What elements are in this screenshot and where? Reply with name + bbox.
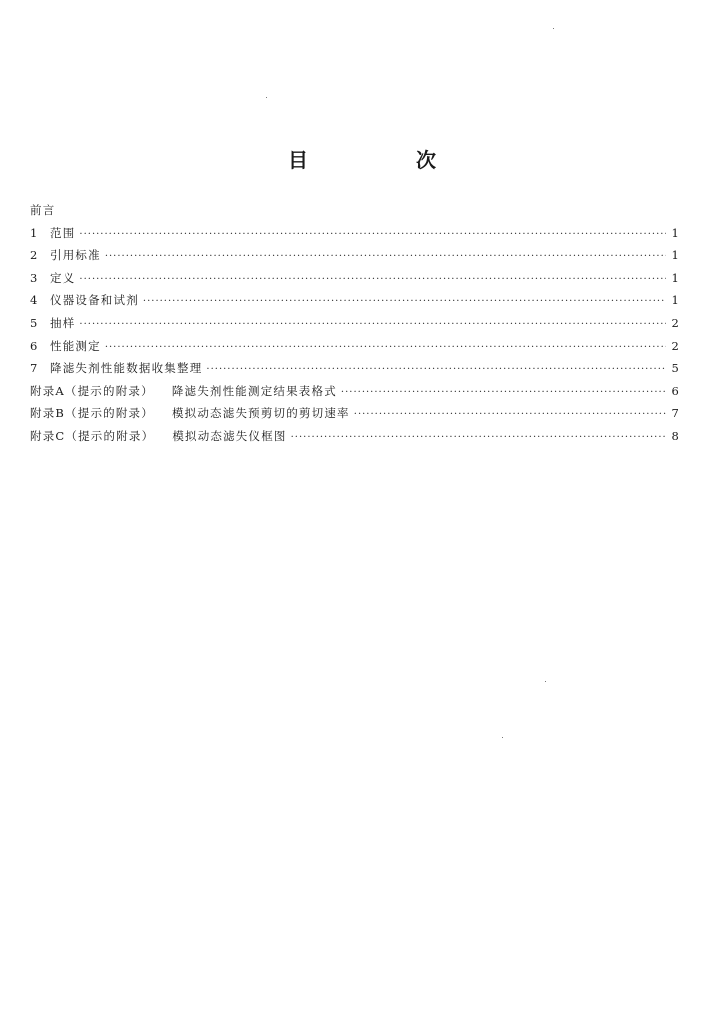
toc-entry-number: 1 — [30, 225, 39, 240]
toc-entry-1 — [30, 225, 680, 248]
toc-title: 目 次 — [288, 148, 480, 172]
toc-entry-number: 4 — [30, 293, 39, 308]
scan-speck — [553, 28, 554, 29]
toc-entry-2 — [30, 247, 680, 270]
toc-appendix-label: 模拟动态滤失预剪切的剪切速率 — [171, 406, 350, 421]
toc-entry-number: 2 — [30, 248, 39, 263]
toc-appendix-c — [30, 428, 680, 451]
toc-entry-label: 降滤失剂性能数据收集整理 — [50, 361, 203, 376]
toc-entry-number: 5 — [30, 315, 39, 330]
toc-appendix-label: 降滤失剂性能测定结果表格式 — [171, 383, 337, 398]
toc-list — [30, 202, 680, 451]
scan-speck — [545, 681, 546, 682]
scan-speck — [266, 97, 267, 98]
toc-entry-page: 1 — [671, 225, 680, 240]
toc-leader-dots — [206, 364, 666, 375]
toc-entry-6 — [30, 338, 680, 361]
toc-leader-dots — [105, 342, 666, 353]
toc-entry-page: 1 — [671, 248, 680, 263]
toc-leader-dots — [291, 432, 666, 443]
toc-appendix-page: 8 — [671, 428, 680, 443]
toc-appendix-prefix: 附录B（提示的附录） — [30, 406, 154, 421]
toc-appendix-prefix: 附录C（提示的附录） — [30, 428, 155, 443]
toc-leader-dots — [79, 229, 666, 240]
toc-entry-label: 仪器设备和试剂 — [50, 293, 139, 308]
toc-entry-4 — [30, 292, 680, 315]
toc-leader-dots — [79, 319, 666, 330]
toc-entry-label: 引用标准 — [50, 248, 101, 263]
toc-appendix-page: 7 — [671, 406, 680, 421]
scan-speck — [502, 737, 503, 738]
toc-entry-label: 性能测定 — [50, 338, 101, 353]
toc-entry-label: 抽样 — [50, 315, 76, 330]
toc-entry-label: 范围 — [50, 225, 76, 240]
toc-entry-page: 1 — [671, 270, 680, 285]
toc-preface-label: 前言 — [30, 203, 56, 217]
toc-appendix-b — [30, 405, 680, 428]
toc-leader-dots — [341, 387, 666, 398]
toc-entry-3 — [30, 270, 680, 293]
toc-leader-dots — [143, 296, 666, 307]
toc-appendix-prefix: 附录A（提示的附录） — [30, 383, 154, 398]
toc-entry-7 — [30, 360, 680, 383]
toc-entry-label: 定义 — [50, 270, 76, 285]
toc-entry-page: 2 — [671, 338, 680, 353]
toc-leader-dots — [354, 409, 666, 420]
toc-leader-dots — [105, 251, 666, 262]
toc-leader-dots — [79, 274, 666, 285]
toc-appendix-label: 模拟动态滤失仪框图 — [172, 428, 287, 443]
toc-entry-number: 7 — [30, 361, 39, 376]
toc-entry-number: 6 — [30, 338, 39, 353]
toc-entry-5 — [30, 315, 680, 338]
toc-preface — [30, 202, 680, 225]
toc-entry-number: 3 — [30, 270, 39, 285]
toc-entry-page: 1 — [671, 293, 680, 308]
toc-appendix-page: 6 — [671, 383, 680, 398]
toc-appendix-a — [30, 383, 680, 406]
toc-entry-page: 5 — [671, 361, 680, 376]
toc-entry-page: 2 — [671, 315, 680, 330]
